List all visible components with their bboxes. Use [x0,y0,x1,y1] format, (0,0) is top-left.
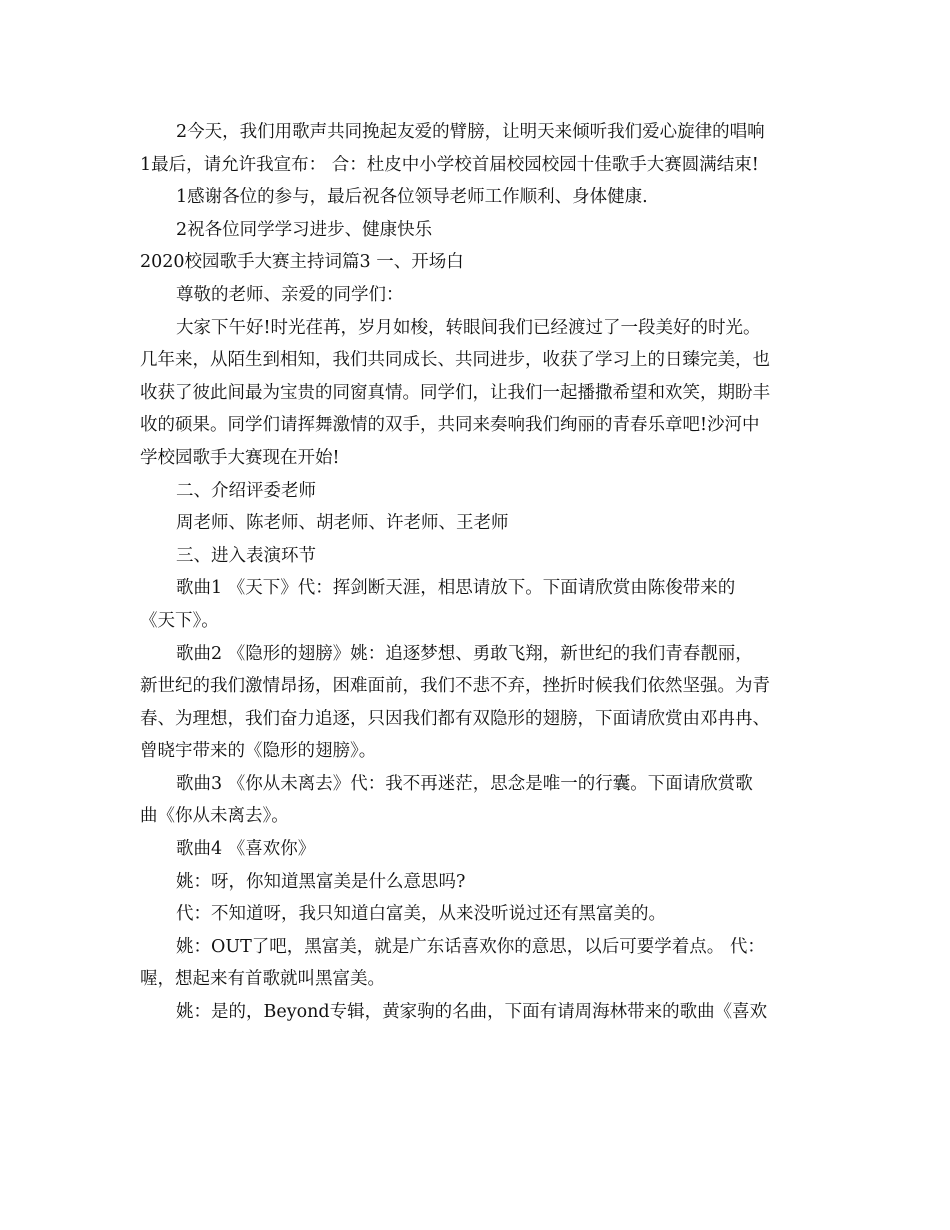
text-line: 代：不知道呀，我只知道白富美，从来没听说过还有黑富美的。 [176,904,666,925]
text-line: 姚：OUT了吧，黑富美，就是广东话喜欢你的意思，以后可要学着点。 代： [176,936,765,957]
text-line: 尊敬的老师、亲爱的同学们： [176,284,404,305]
section-heading: 2020校园歌手大赛主持词篇3 一、开场白 [140,252,464,273]
text-line: 姚：呀，你知道黑富美是什么意思吗? [176,871,466,892]
text-line: 1感谢各位的参与，最后祝各位领导老师工作顺利、身体健康. [176,187,648,208]
text-line: 喔，想起来有首歌就叫黑富美。 [140,969,385,990]
text-line: 学校园歌手大赛现在开始! [140,447,340,468]
text-line: 收的硕果。同学们请挥舞激情的双手，共同来奏响我们绚丽的青春乐章吧!沙河中 [140,415,760,436]
text-line: 2祝各位同学学习进步、健康快乐 [176,219,433,240]
text-line: 曾晓宇带来的《隐形的翅膀》。 [140,741,377,762]
text-line: 曲《你从未离去》。 [140,806,289,827]
text-line: 周老师、陈老师、胡老师、许老师、王老师 [176,513,509,534]
text-line: 新世纪的我们激情昂扬，困难面前，我们不悲不弃，挫折时候我们依然坚强。为青 [140,676,770,697]
text-line: 歌曲1 《天下》代：挥剑断天涯，相思请放下。下面请欣赏由陈俊带来的 [176,578,736,599]
section-heading: 三、进入表演环节 [176,545,316,566]
text-line: 歌曲4 《喜欢你》 [176,839,316,860]
text-line: 春、为理想，我们奋力追逐，只因我们都有双隐形的翅膀，下面请欣赏由邓冉冉、 [140,708,770,729]
text-line: 收获了彼此间最为宝贵的同窗真情。同学们，让我们一起播撒希望和欢笑，期盼丰 [140,382,770,403]
text-line: 大家下午好!时光荏苒，岁月如梭，转眼间我们已经渡过了一段美好的时光。 [176,317,761,338]
text-line: 1最后，请允许我宣布： 合：杜皮中小学校首届校园校园十佳歌手大赛圆满结束! [140,154,759,175]
document-body [140,116,814,1029]
text-line: 几年来，从陌生到相知，我们共同成长、共同进步，收获了学习上的日臻完美，也 [140,350,770,371]
text-line: 歌曲3 《你从未离去》代：我不再迷茫，思念是唯一的行囊。下面请欣赏歌 [176,773,753,794]
text-line: 歌曲2 《隐形的翅膀》姚：追逐梦想、勇敢飞翔，新世纪的我们青春靓丽， [176,643,753,664]
text-line: 2今天，我们用歌声共同挽起友爱的臂膀，让明天来倾听我们爱心旋律的唱响 [176,122,765,142]
text-line: 姚：是的，Beyond专辑，黄家驹的名曲，下面有请周海林带来的歌曲《喜欢 [176,1002,768,1023]
text-line: 《天下》。 [140,610,219,631]
section-heading: 二、介绍评委老师 [176,480,316,501]
